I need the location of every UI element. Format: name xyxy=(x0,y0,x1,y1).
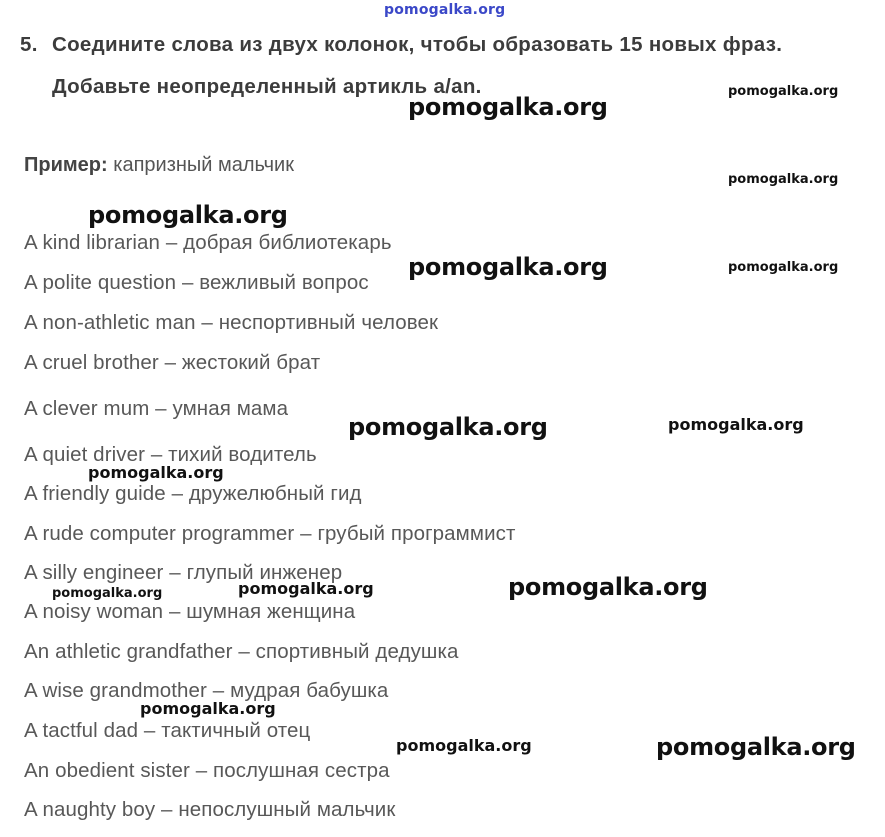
phrase-item: An athletic grandfather – спортивный дедушка xyxy=(24,640,459,663)
watermark: pomogalka.org xyxy=(408,93,608,121)
task-text-1: Соедините слова из двух колонок, чтобы образовать 15 новых фраз. xyxy=(52,33,783,56)
watermark: pomogalka.org xyxy=(52,586,163,601)
task-line-1 xyxy=(20,33,782,57)
watermark: pomogalka.org xyxy=(140,699,276,718)
phrase-item: A noisy woman – шумная женщина xyxy=(24,600,356,623)
watermark: pomogalka.org xyxy=(668,415,804,434)
phrase-item: A silly engineer – глупый инженер xyxy=(24,561,343,584)
phrase-item: A wise grandmother – мудрая бабушка xyxy=(24,679,389,702)
watermark: pomogalka.org xyxy=(238,579,374,598)
example-text: капризный мальчик xyxy=(113,154,294,176)
phrase-item: A tactful dad – тактичный отец xyxy=(24,719,311,742)
watermark: pomogalka.org xyxy=(728,84,839,99)
phrase-item: A polite question – вежливый вопрос xyxy=(24,271,369,294)
phrase-item: A non-athletic man – неспортивный человек xyxy=(24,311,439,334)
watermark: pomogalka.org xyxy=(656,733,856,761)
watermark: pomogalka.org xyxy=(408,253,608,281)
phrase-item: A kind librarian – добрая библиотекарь xyxy=(24,231,392,254)
example-label: Пример: xyxy=(24,154,108,176)
phrase-item: A cruel brother – жестокий брат xyxy=(24,351,321,374)
example-line xyxy=(24,154,294,177)
watermark: pomogalka.org xyxy=(88,463,224,482)
watermark: pomogalka.org xyxy=(728,172,839,187)
watermark: pomogalka.org xyxy=(348,413,548,441)
task-number: 5. xyxy=(20,33,38,56)
site-header[interactable]: pomogalka.org xyxy=(384,2,506,18)
phrase-item: An obedient sister – послушная сестра xyxy=(24,759,390,782)
watermark: pomogalka.org xyxy=(88,201,288,229)
phrase-item: A naughty boy – непослушный мальчик xyxy=(24,798,396,821)
watermark: pomogalka.org xyxy=(728,260,839,275)
phrase-item: A clever mum – умная мама xyxy=(24,397,289,420)
phrase-item: A rude computer programmer – грубый программист xyxy=(24,522,516,545)
task-text-2: Добавьте неопределенный артикль a/an. xyxy=(52,75,482,98)
phrase-item: A quiet driver – тихий водитель xyxy=(24,443,317,466)
watermark: pomogalka.org xyxy=(508,573,708,601)
phrase-item: A friendly guide – дружелюбный гид xyxy=(24,482,362,505)
watermark: pomogalka.org xyxy=(396,736,532,755)
